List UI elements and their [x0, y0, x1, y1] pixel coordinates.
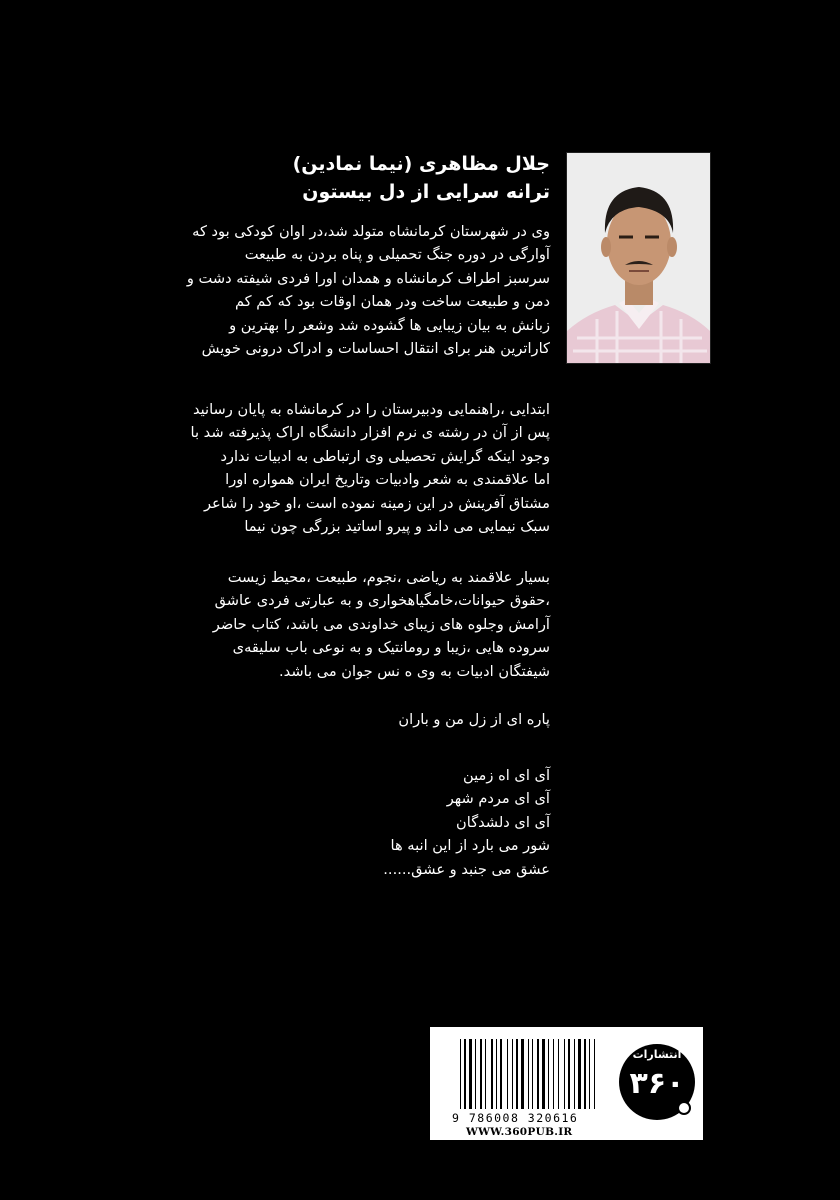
- author-heading: [62, 150, 550, 206]
- poem-line: شور می بارد از این انبه ها: [390, 837, 550, 855]
- bio-line: دمن و طبیعت ساخت ودر همان اوقات بود که کم کم: [234, 293, 550, 311]
- bio-line: مشتاق آفرینش در این زمینه نموده است ،او خود را شاعر: [203, 494, 550, 512]
- bio-line: وی در شهرستان کرمانشاه متولد شد،در اوان کودکی بود که: [192, 223, 550, 240]
- publisher-label: انتشارات: [632, 1048, 682, 1061]
- isbn-number: 9 786008 320616: [452, 1111, 579, 1125]
- bio-paragraph-3: [62, 566, 550, 683]
- publisher-number: ۳۶۰: [629, 1066, 685, 1101]
- publisher-logo: [618, 1036, 696, 1132]
- author-photo: [566, 152, 711, 364]
- bio-line: پس از آن در رشته ی نرم افزار دانشگاه اراک پذیرفته شد با: [190, 424, 550, 442]
- poem-excerpt: [62, 764, 550, 881]
- bio-line: زبانش به بیان زیبایی ها گشوده شد وشعر را بهترین و: [229, 316, 550, 334]
- poem-line: آی ای مردم شهر: [446, 790, 550, 808]
- bio-line: کاراترین هنر برای انتقال احساسات و ادراک درونی خویش: [201, 340, 550, 358]
- author-name: جلال مظاهری (نیما نمادین): [292, 153, 550, 175]
- bio-line: آوارگی در دوره جنگ تحمیلی و پناه بردن به طبیعت: [244, 246, 550, 264]
- isbn-barcode: [458, 1039, 608, 1111]
- poem-line: عشق می جنبد و عشق......: [383, 860, 550, 878]
- bio-line: سروده هایی ،زیبا و رومانتیک و به نوعی باب سلیقه‌ی: [232, 639, 550, 657]
- poem-line: آی ای دلشدگان: [456, 813, 550, 831]
- bio-line: سرسبز اطراف کرمانشاه و همدان اورا فردی شیفته دشت و: [186, 269, 550, 287]
- bio-line: شیفتگان ادبیات به وی ه نس جوان می باشد.: [279, 662, 550, 680]
- bio-line: سبک نیمایی می داند و پیرو اساتید بزرگی چون نیما: [244, 518, 550, 536]
- bio-line: اما علاقمندی به شعر وادبیات وتاریخ ایران همواره اورا: [225, 471, 550, 489]
- book-subtitle: ترانه سرایی از دل بیستون: [302, 181, 550, 203]
- bio-line: وجود اینکه گرایش تحصیلی وی ارتباطی به ادبیات ندارد: [220, 447, 550, 465]
- barcode-panel: [430, 1027, 703, 1140]
- bio-line: ،حقوق حیوانات،خامگیاهخواری و به عبارتی فردی عاشق: [214, 592, 550, 610]
- publisher-website: WWW.360PUB.IR: [466, 1126, 573, 1138]
- poem-line: آی ای اه زمین: [463, 767, 550, 784]
- bio-line: ابتدایی ،راهنمایی ودبیرستان را در کرمانشاه به پایان رسانید: [192, 401, 550, 418]
- bio-line: بسیار علاقمند به ریاضی ،نجوم، طبیعت ،محیط زیست: [227, 569, 550, 586]
- bio-paragraph-2: [62, 398, 550, 538]
- poem-intro: پاره ای از زل من و باران: [398, 711, 550, 728]
- bio-line: آرامش وجلوه های زیبای خداوندی می باشد، کتاب حاضر: [212, 615, 550, 633]
- bio-paragraph-1: [62, 220, 550, 360]
